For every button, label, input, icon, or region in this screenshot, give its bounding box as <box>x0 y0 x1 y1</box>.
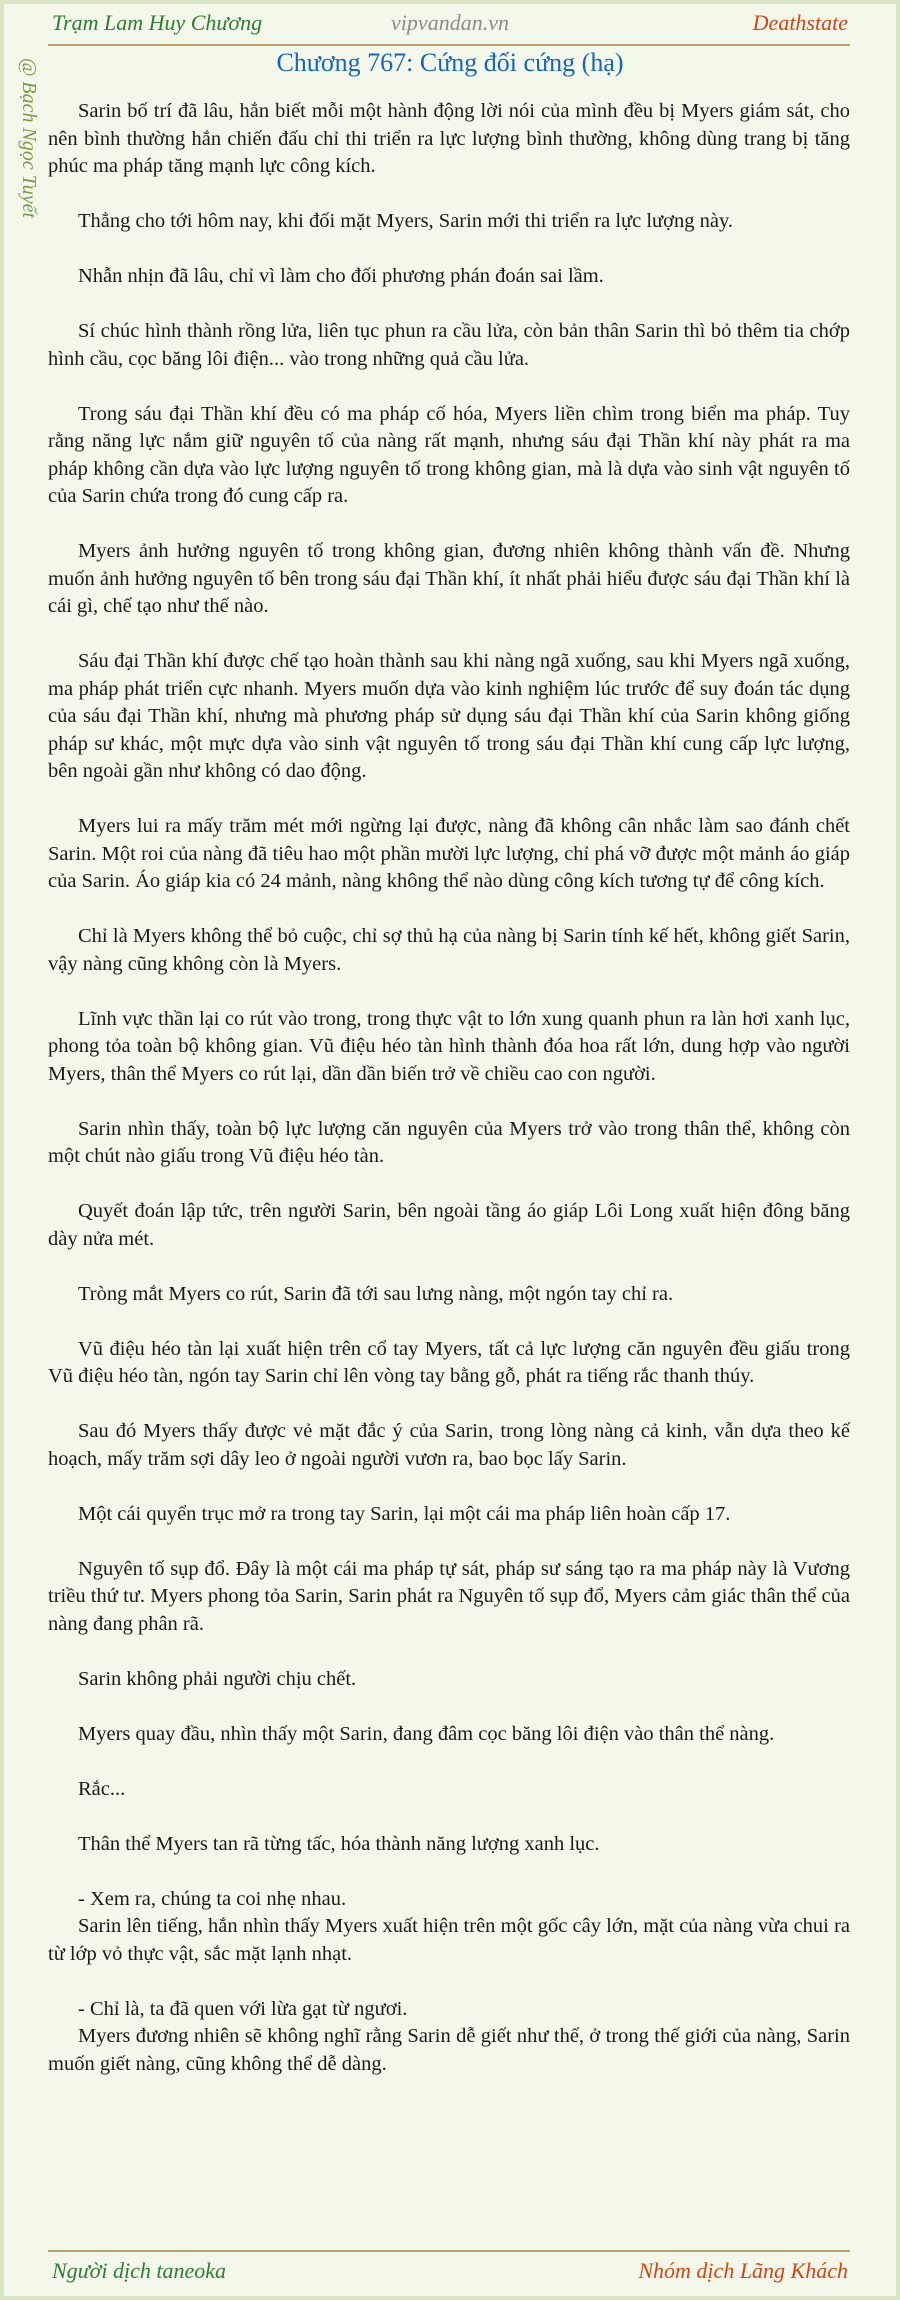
paragraph: Myers quay đầu, nhìn thấy một Sarin, đang đâm cọc băng lôi điện vào thân thể nàng. <box>78 1722 775 1745</box>
paragraph: Nhẫn nhịn đã lâu, chỉ vì làm cho đối phương phán đoán sai lầm. <box>78 265 604 287</box>
paragraph: Thẳng cho tới hôm nay, khi đối mặt Myers, Sarin mới thi triển ra lực lượng này. <box>78 210 734 232</box>
chapter-body <box>48 98 850 2106</box>
paragraph: Một cái quyển trục mở ra trong tay Sarin, lại một cái ma pháp liên hoàn cấp 17. <box>78 1502 731 1525</box>
paragraph: Quyết đoán lập tức, trên người Sarin, bên ngoài tầng áo giáp Lôi Long xuất hiện đông băng dày nửa mét. <box>48 1200 850 1250</box>
paragraph: Sau đó Myers thấy được vẻ mặt đắc ý của Sarin, trong lòng nàng cả kinh, vẫn dựa theo kế hoạch, mấy trăm sợi dây leo ở ngoài người vươn ra, bao bọc lấy Sarin. <box>48 1420 850 1470</box>
paragraph: Nguyên tố sụp đổ. Đây là một cái ma pháp tự sát, pháp sư sáng tạo ra ma pháp này là Vương triều thứ tư. Myers phong tỏa Sarin, Sarin phát ra Nguyên tố sụp đổ, Myers cảm giác thân thể của nàng đang phân rã. <box>48 1557 850 1635</box>
page-header <box>0 0 900 46</box>
side-watermark: @ Bạch Ngọc Tuyết <box>18 58 40 219</box>
dialogue-line: - Chỉ là, ta đã quen với lừa gạt từ ngươi. <box>78 1997 408 2020</box>
chapter-title: Chương 767: Cứng đối cứng (hạ) <box>276 48 624 77</box>
paragraph: Thân thể Myers tan rã từng tấc, hóa thành năng lượng xanh lục. <box>78 1832 600 1855</box>
paragraph: Lĩnh vực thần lại co rút vào trong, trong thực vật to lớn xung quanh phun ra làn hơi xanh lục, phong tỏa toàn bộ không gian. Vũ điệu héo tàn hình thành đóa hoa rất lớn, dung hợp vào người Myers, thân thể Myers co rút lại, dần dần biến trở về chiều cao con người. <box>48 1007 850 1085</box>
paragraph: Sáu đại Thần khí được chế tạo hoàn thành sau khi nàng ngã xuống, sau khi Myers ngã xuống, ma pháp phát triển cực nhanh. Myers muốn dựa vào kinh nghiệm lúc trước để suy đoán tác dụng của sáu đại Thần khí, nhưng mà phương pháp sử dụng sáu đại Thần khí của Sarin không giống pháp sư khác, một mực dựa vào sinh vật nguyên tố trong sáu đại Thần khí cung cấp lực lượng, bên ngoài gần như không có dao động. <box>48 650 850 782</box>
header-right-text: Deathstate <box>752 10 848 35</box>
footer-translator: Người dịch taneoka <box>52 2258 227 2283</box>
paragraph: Myers lui ra mấy trăm mét mới ngừng lại được, nàng đã không cân nhắc làm sao đánh chết Sarin. Một roi của nàng đã tiêu hao một phần mười lực lượng, chỉ phá vỡ được một mảnh áo giáp của Sarin. Áo giáp kia có 24 mảnh, nàng không thể nào dùng công kích tương tự để công kích. <box>48 815 850 892</box>
paragraph: Sí chúc hình thành rồng lửa, liên tục phun ra cầu lửa, còn bản thân Sarin thì bỏ thêm tia chớp hình cầu, cọc băng lôi điện... vào trong những quả cầu lửa. <box>48 320 850 370</box>
paragraph: Sarin không phải người chịu chết. <box>78 1667 357 1690</box>
dialogue-line: - Xem ra, chúng ta coi nhẹ nhau. <box>78 1887 347 1910</box>
paragraph: Tròng mắt Myers co rút, Sarin đã tới sau lưng nàng, một ngón tay chỉ ra. <box>78 1282 674 1305</box>
paragraph: Sarin lên tiếng, hắn nhìn thấy Myers xuất hiện trên một gốc cây lớn, mặt của nàng vừa chui ra từ lớp vỏ thực vật, sắc mặt lạnh nhạt. <box>48 1915 850 1965</box>
header-left-text: Trạm Lam Huy Chương <box>52 10 263 35</box>
footer-group: Nhóm dịch Lãng Khách <box>638 2258 848 2283</box>
paragraph: Myers ảnh hưởng nguyên tố trong không gian, đương nhiên không thành vấn đề. Nhưng muốn ảnh hưởng nguyên tố bên trong sáu đại Thần khí, ít nhất phải hiểu được sáu đại Thần khí là cái gì, chế tạo như thế nào. <box>48 540 850 617</box>
footer-divider <box>48 2250 850 2252</box>
header-site-name: vipvandan.vn <box>391 10 509 35</box>
paragraph: Vũ điệu héo tàn lại xuất hiện trên cổ tay Myers, tất cả lực lượng căn nguyên đều giấu trong Vũ điệu héo tàn, ngón tay Sarin chỉ lên vòng tay bằng gỗ, phát ra tiếng rắc thanh thúy. <box>48 1337 850 1387</box>
paragraph: Myers đương nhiên sẽ không nghĩ rằng Sarin dễ giết như thế, ở trong thế giới của nàng, Sarin muốn giết nàng, cũng không thể dễ dàng. <box>48 2025 850 2075</box>
paragraph: Sarin bố trí đã lâu, hắn biết mỗi một hành động lời nói của mình đều bị Myers giám sát, cho nên bình thường hắn chiến đấu chỉ thi triển ra lực lượng bình thường, không dùng trang bị tăng phúc ma pháp tăng mạnh lực công kích. <box>48 100 850 177</box>
header-divider <box>48 44 850 46</box>
paragraph: Chỉ là Myers không thể bỏ cuộc, chỉ sợ thủ hạ của nàng bị Sarin tính kế hết, không giết Sarin, vậy nàng cũng không còn là Myers. <box>48 925 850 975</box>
paragraph: Trong sáu đại Thần khí đều có ma pháp cố hóa, Myers liền chìm trong biển ma pháp. Tuy rằng năng lực nắm giữ nguyên tố của nàng rất mạnh, nhưng sáu đại Thần khí này phát ra ma pháp không cần dựa vào lực lượng nguyên tố trong không gian, mà là dựa vào sinh vật nguyên tố của Sarin chứa trong đó cung cấp ra. <box>48 402 850 507</box>
paragraph: Rắc... <box>78 1777 126 1800</box>
paragraph: Sarin nhìn thấy, toàn bộ lực lượng căn nguyên của Myers trở vào trong thân thể, không còn một chút nào giấu trong Vũ điệu héo tàn. <box>48 1117 850 1167</box>
